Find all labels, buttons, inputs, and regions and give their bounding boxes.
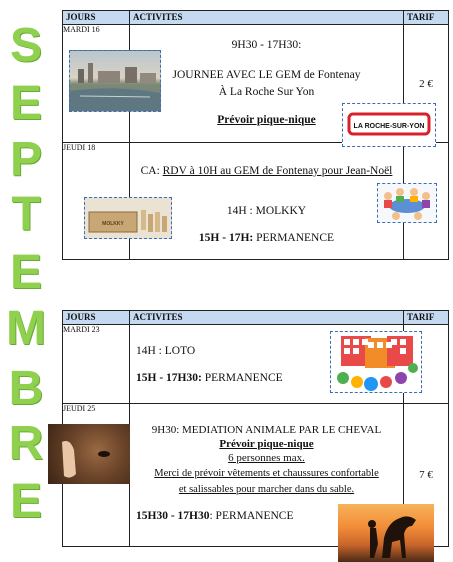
table-row [63,325,449,404]
horse-sunset-photo [338,504,434,562]
city-photo [69,50,161,112]
activity-line: 9H30 - 17H30: [231,39,302,51]
month-letter: T [11,188,41,241]
activity-line: et salissables pour marcher dans du sable. [178,484,355,495]
tarif-cell: 2 € [404,25,449,143]
activity-cell [130,404,404,547]
day-cell: MARDI 23 [63,325,130,404]
activity-line: Prévoir pique-nique [217,114,316,126]
activity-line: JOURNEE AVEC LE GEM de Fontenay [172,69,361,81]
tarif-cell: 7 € [404,404,449,547]
activity-line: À La Roche Sur Yon [218,86,315,98]
header-tarif: TARIF [404,11,449,25]
activity-line: Prévoir pique-nique [219,438,314,450]
meeting-clipart [377,183,437,223]
activity-line: 14H : LOTO [136,345,196,357]
header-tarif: TARIF [404,311,449,325]
molkky-game-photo [84,197,172,239]
activity-line: 9H30: MEDIATION ANIMALE PAR LE CHEVAL [151,424,382,436]
loto-picture [330,331,422,393]
header-activites: ACTIVITES [130,11,404,25]
time-range: 15H - 17H: [198,232,254,244]
city-sign-picture [342,103,436,147]
table-row [63,25,449,143]
activity-cell [102,143,404,260]
header-jours: JOURS [63,311,130,325]
month-letter: R [8,417,44,470]
month-letter: S [9,19,42,72]
activity-cell [130,25,425,143]
ca-line [130,165,403,177]
header-activites: ACTIVITES [130,311,404,325]
month-letter: P [9,133,42,186]
activity-cell [130,325,404,404]
month-letter: M [6,302,46,355]
horse-hand-photo [48,424,130,484]
table-row [63,143,449,260]
activity-line: 6 personnes max. [228,452,305,464]
schedule-table-week-2 [62,310,449,547]
table-row [63,404,449,547]
svg-text:LA ROCHE-SUR-YON: LA ROCHE-SUR-YON [353,123,425,130]
month-letter: E [9,77,42,130]
activity-line [136,510,294,522]
activity-text: PERMANENCE [253,232,335,244]
day-cell: MARDI 16 [63,25,130,143]
month-letter: E [9,246,42,299]
activity-text: : PERMANENCE [209,510,294,522]
svg-text:MOLKKY: MOLKKY [102,221,124,227]
activity-line [136,372,283,384]
activity-line: 14H : MOLKKY [226,205,307,217]
day-cell: JEUDI 25 [63,404,130,547]
schedule-table-week-1 [62,10,449,260]
activity-text: PERMANENCE [201,372,283,384]
ca-text: RDV à 10H au GEM de Fontenay pour Jean-Noël [162,165,393,177]
time-range: 15H30 - 17H30 [136,510,210,522]
month-letter: E [9,475,42,528]
ca-prefix: CA: [140,165,163,177]
activity-line: Merci de prévoir vêtements et chaussures confortable [154,468,379,479]
time-range: 15H - 17H30: [136,372,202,384]
month-letter: B [8,362,44,415]
day-cell: JEUDI 18 [63,143,130,260]
header-jours: JOURS [63,11,130,25]
